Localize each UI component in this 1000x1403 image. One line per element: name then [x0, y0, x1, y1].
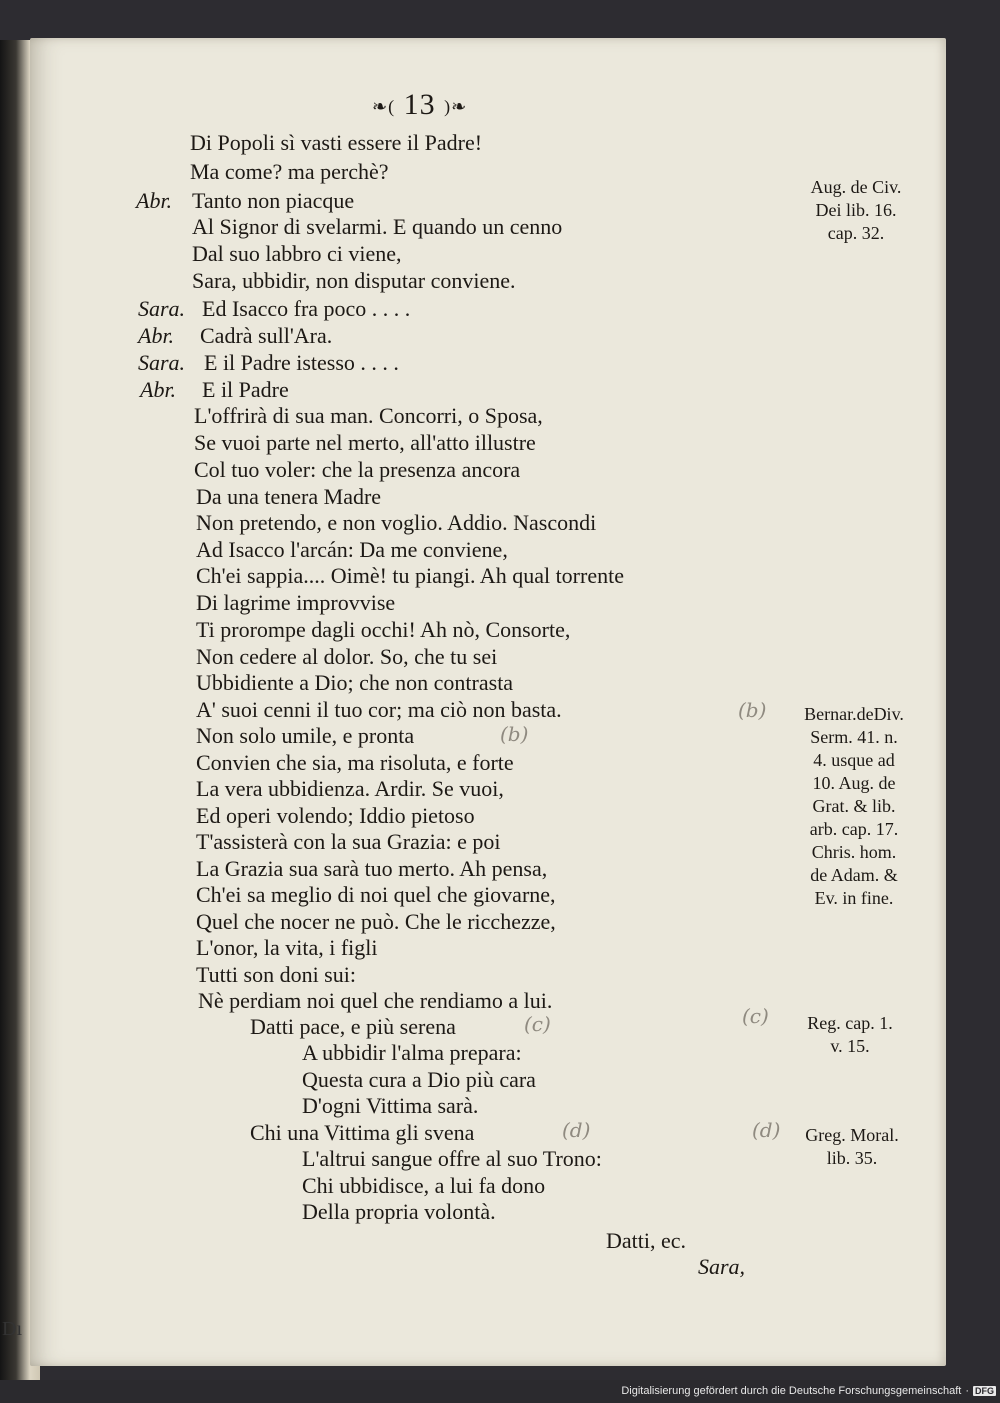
verse-line: Dal suo labbro ci viene, — [192, 241, 402, 266]
verse-line: Quel che nocer ne può. Che le ricchezze, — [196, 909, 556, 934]
verse-line: La vera ubbidienza. Ardir. Se vuoi, — [196, 776, 504, 801]
digitization-credit — [621, 1385, 996, 1397]
verse-line: Ubbidiente a Dio; che non contrasta — [196, 670, 514, 695]
speaker-label-sara: Sara. — [138, 350, 186, 375]
dfg-logo: DFG — [975, 1386, 994, 1396]
aria-line: Chi ubbidisce, a lui fa dono — [302, 1173, 546, 1198]
right-ornament: )❧ — [444, 96, 468, 117]
verse-line: E il Padre istesso . . . . — [204, 350, 399, 375]
verse-line: Da una tenera Madre — [196, 484, 382, 509]
verse-line: Non pretendo, e non voglio. Addio. Nascondi — [196, 510, 597, 535]
verse-line: Al Signor di svelarmi. E quando un cenno — [192, 214, 563, 239]
verse-line: T'assisterà con la sua Grazia: e poi — [196, 829, 501, 854]
verse-line: Convien che sia, ma risoluta, e forte — [196, 750, 514, 775]
binding-text-fragment: Dı — [2, 1318, 22, 1340]
verse-line: Ch'ei sa meglio di noi quel che giovarne, — [196, 882, 556, 907]
verse-line: Cadrà sull'Ara. — [200, 323, 333, 348]
da-capo-line: Datti, ec. — [606, 1228, 687, 1253]
verse-line: Ma come? ma perchè? — [190, 159, 389, 184]
speaker-label-abr: Abr. — [140, 377, 177, 402]
speaker-label-sara: Sara. — [138, 296, 186, 321]
verse-line: Di lagrime improvvise — [196, 590, 396, 615]
marginal-note: Reg. cap. 1. v. 15. — [807, 1013, 893, 1056]
verse-line: Tanto non piacque — [192, 188, 355, 213]
verse-line: Ed operi volendo; Iddio pietoso — [196, 803, 475, 828]
handwritten-mark: (d) — [562, 1118, 591, 1142]
verse-line: L'onor, la vita, i figli — [196, 935, 378, 960]
handwritten-mark: (d) — [752, 1118, 781, 1142]
verse-line: Di Popoli sì vasti essere il Padre! — [190, 130, 483, 155]
verse-line: Tutti son doni sui: — [196, 962, 356, 987]
left-ornament: ❧( — [372, 96, 396, 117]
catchword: Sara, — [698, 1254, 746, 1279]
verse-line: Ad Isacco l'arcán: Da me conviene, — [196, 537, 508, 562]
handwritten-mark: (c) — [742, 1004, 769, 1028]
aria-line: Della propria volontà. — [302, 1199, 496, 1224]
credit-separator: · — [965, 1385, 969, 1397]
marginal-note: Aug. de Civ. Dei lib. 16. cap. 32. — [810, 177, 902, 243]
speaker-label-abr: Abr. — [138, 323, 175, 348]
verse-line: Ed Isacco fra poco . . . . — [202, 296, 411, 321]
aria-line: Questa cura a Dio più cara — [302, 1067, 536, 1092]
handwritten-mark: (b) — [500, 722, 529, 746]
page-header — [372, 88, 467, 122]
verse-line: Col tuo voler: che la presenza ancora — [194, 457, 521, 482]
handwritten-mark: (b) — [738, 698, 767, 722]
verse-line: La Grazia sua sarà tuo merto. Ah pensa, — [196, 856, 548, 881]
verse-line: Se vuoi parte nel merto, all'atto illustre — [194, 430, 536, 455]
verse-line: Non cedere al dolor. So, che tu sei — [196, 644, 498, 669]
aria-line: Datti pace, e più serena — [250, 1014, 456, 1039]
verse-line: Ch'ei sappia.... Oimè! tu piangi. Ah qual torrente — [196, 563, 624, 588]
marginal-note: Greg. Moral. lib. 35. — [805, 1125, 899, 1168]
aria-line: D'ogni Vittima sarà. — [302, 1093, 479, 1118]
aria-line: L'altrui sangue offre al suo Trono: — [302, 1146, 602, 1171]
marginal-note: Bernar.deDiv. Serm. 41. n. 4. usque ad 10. Aug. de Grat. & lib. arb. cap. 17. Chris. hom. de Adam. & Ev. in fine. — [804, 704, 904, 908]
verse-line: Nè perdiam noi quel che rendiamo a lui. — [198, 988, 553, 1013]
speaker-label-abr: Abr. — [136, 188, 173, 213]
verse-line: Non solo umile, e pronta — [196, 723, 415, 748]
credit-text: Digitalisierung gefördert durch die Deutsche Forschungsgemeinschaft — [621, 1385, 962, 1397]
verse-line: Sara, ubbidir, non disputar conviene. — [192, 268, 516, 293]
aria-line: Chi una Vittima gli svena — [250, 1120, 475, 1145]
verse-line: L'offrirà di sua man. Concorri, o Sposa, — [194, 403, 543, 428]
handwritten-mark: (c) — [524, 1012, 551, 1036]
page-number: 13 — [403, 88, 436, 121]
aria-line: A ubbidir l'alma prepara: — [302, 1040, 522, 1065]
verse-line: A' suoi cenni il tuo cor; ma ciò non basta. — [196, 697, 562, 722]
verse-line: Ti prorompe dagli occhi! Ah nò, Consorte, — [196, 617, 571, 642]
verse-line: E il Padre — [202, 377, 289, 402]
